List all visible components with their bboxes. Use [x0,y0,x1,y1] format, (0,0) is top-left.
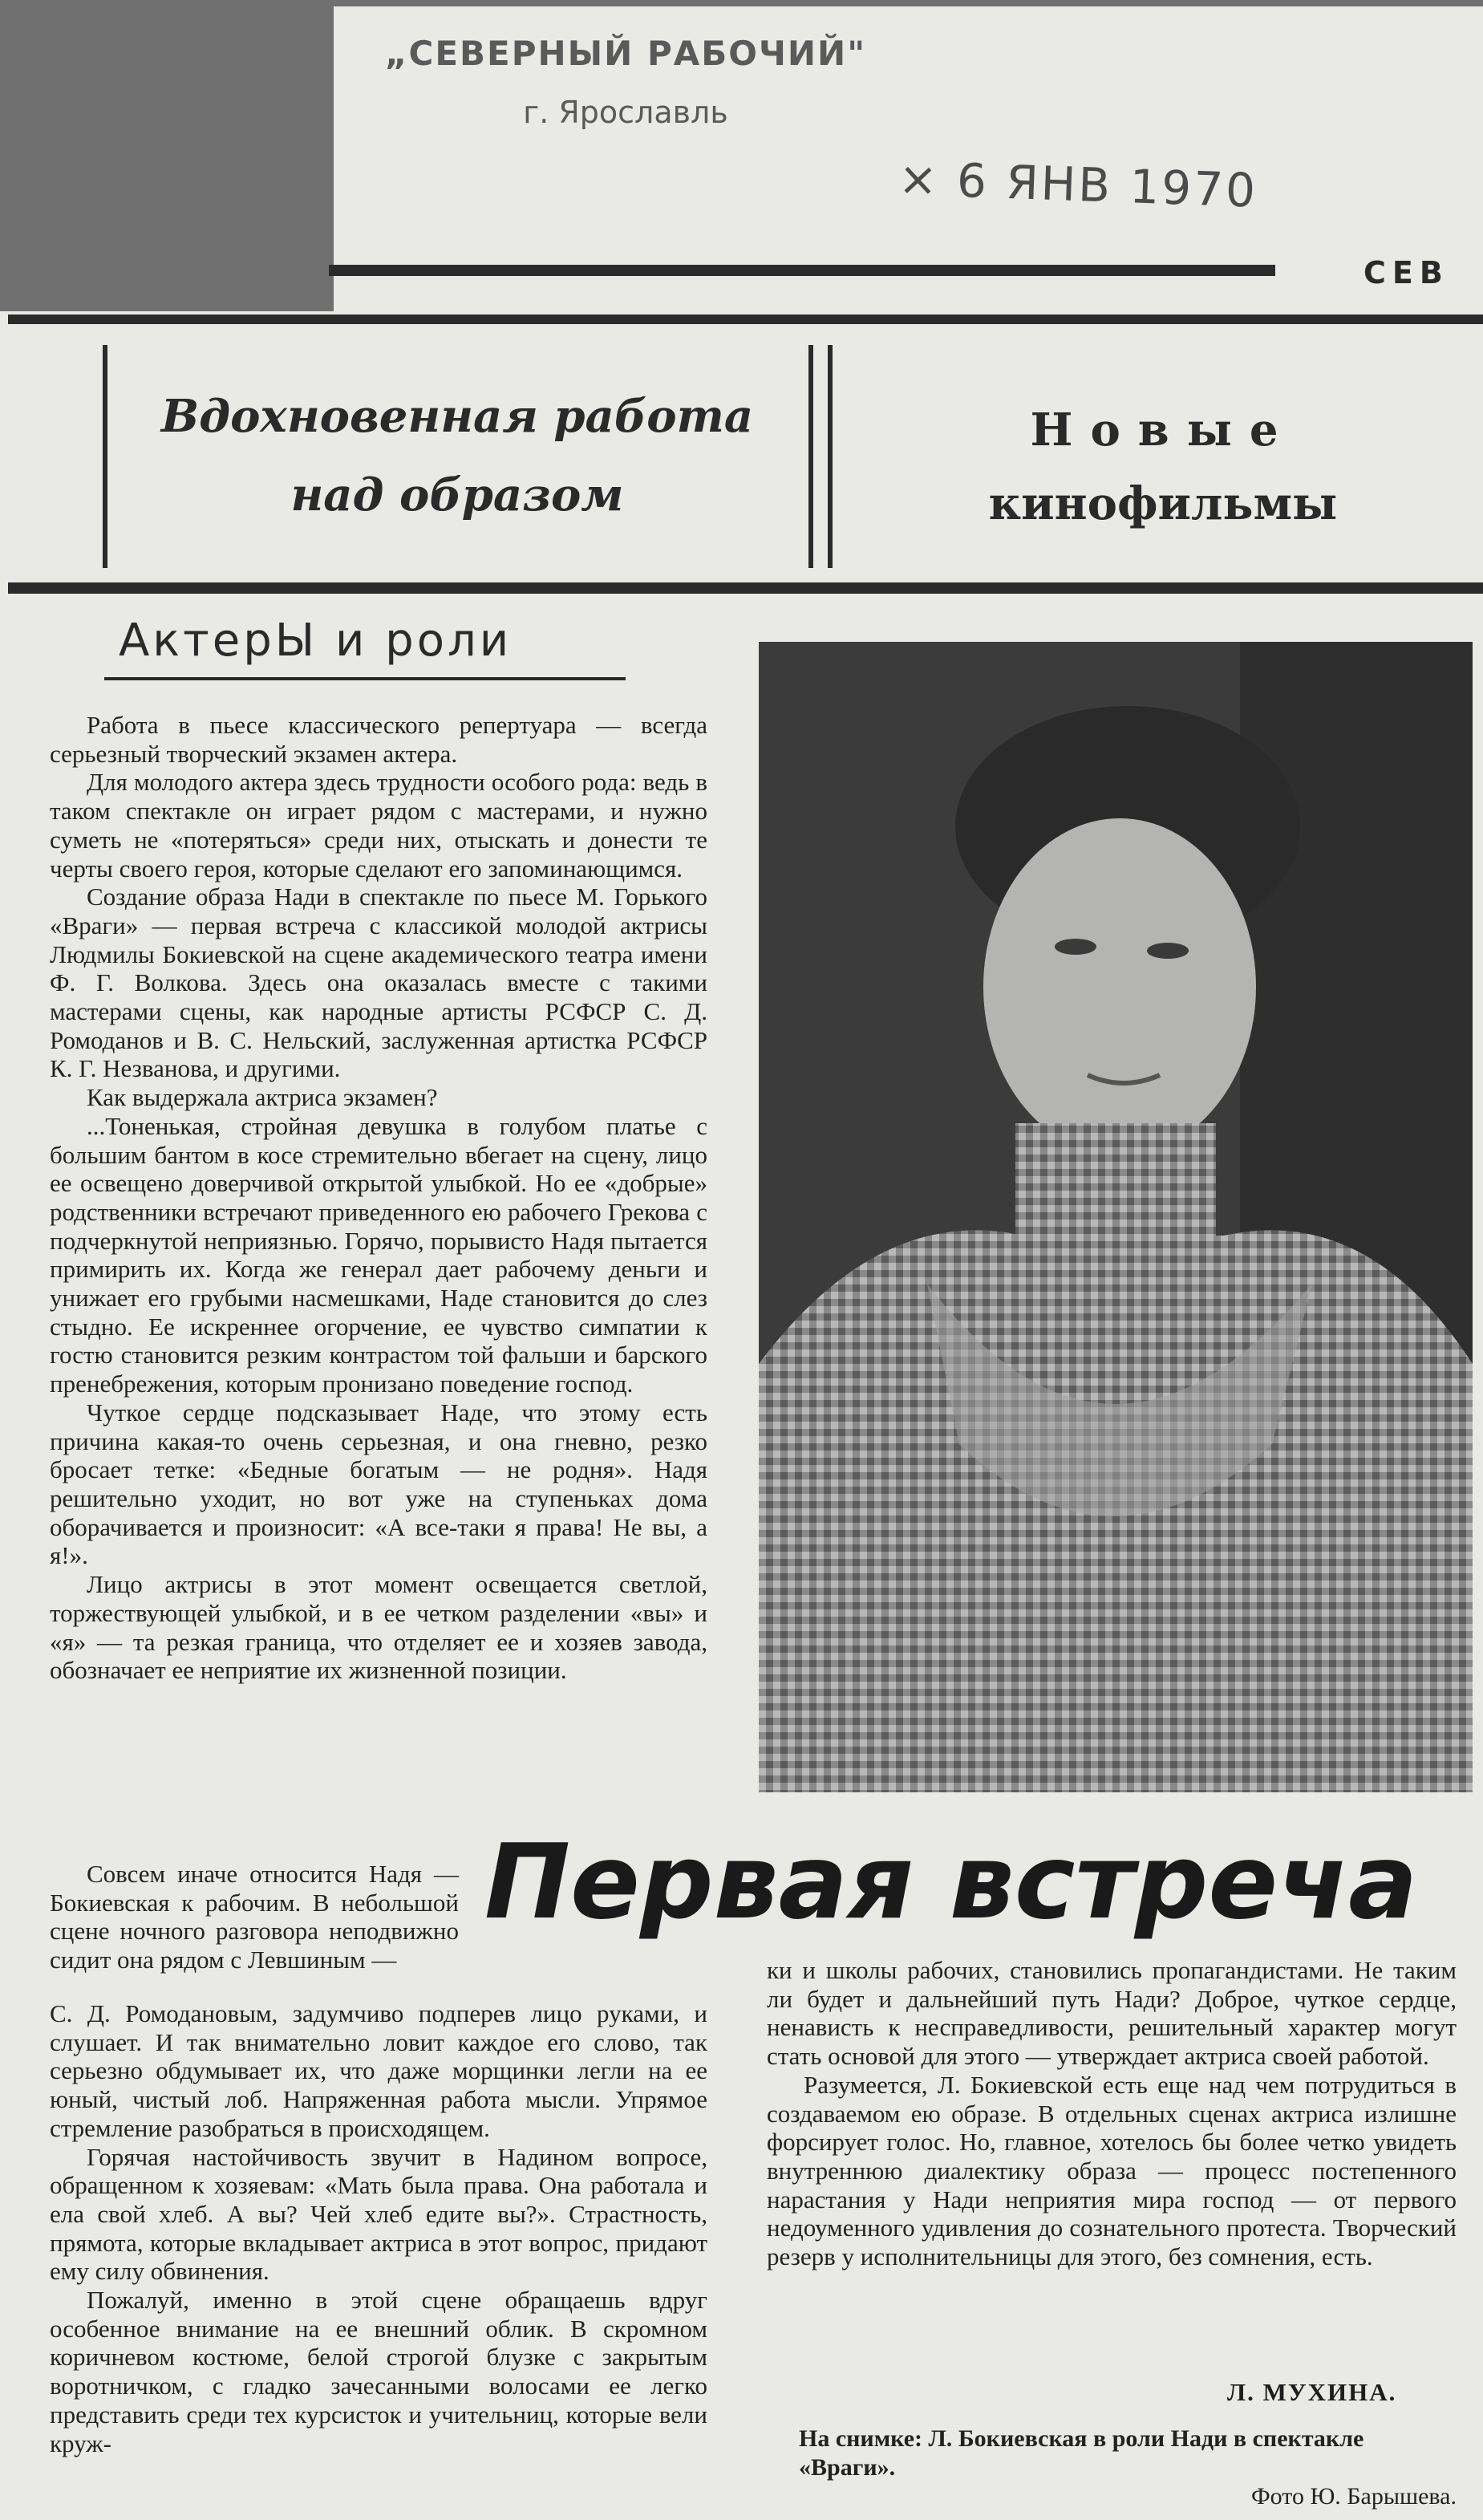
rubric-actors-and-roles: АктерЫ и роли [119,615,513,667]
paragraph: Разумеется, Л. Бокиевской есть еще над чем потрудиться в создаваемом ею образе. В отдельных сценах актриса излишне форсирует голос. Но, главное, хотелось бы более четко увидеть внутреннюю диалектику образа — процесс постепенного нарастания у Нади неприятия мира господ — от первого недоуменного удивления до сознательного протеста. Творческий резерв у исполнительницы для этого, без сомнения, есть. [767,2070,1457,2271]
paragraph: Совсем иначе относится Надя — Бокиевская к рабочим. В небольшой сцене ночного разговора неподвижно сидит она рядом с Левшиным — [50,1860,459,1974]
paragraph: ...Тоненькая, стройная девушка в голубом платье с большим бантом в косе стремительно вбегает на сцену, лицо ее освещено доверчивой открытой улыбкой. Но ее «добрые» родственники встречают приведенного ею рабочего Грекова с подчеркнутой неприязнью. Горячо, порывисто Надя пытается примирить их. Когда же генерал дает рабочему деньги и унижает его грубыми насмешками, Наде становится до слез стыдно. Ее искреннее огорчение, ее чувство симпатии к гостю становится резким контрастом той фальши и барского пренебрежения, которым пронизано поведение господ. [50,1111,707,1398]
headline-right-line1: Новые [1030,404,1296,457]
paragraph: С. Д. Ромодановым, задумчиво подперев лицо руками, и слушает. И так внимательно ловит каждое его слово, так серьезно обдумывает их, что даже морщинки легли на ее юный, чистый лоб. Напряженная работа мысли. Упрямое стремление разобраться в происходящем. [50,1999,707,2142]
caption-text: На снимке: Л. Бокиевская в роли Нади в спектакле «Враги». [799,2425,1364,2481]
paragraph: Пожалуй, именно в этой сцене обращаешь вдруг особенное внимание на ее внешний облик. В скромном коричневом костюме, белой строгой блузке с закрытым воротничком, с гладко зачесанными волосами ее легко представить среди тех курсисток и учительниц, которые вели круж- [50,2286,707,2457]
divider-mid-1 [808,345,813,568]
headline-bottom-rule [8,582,1483,594]
paragraph: Горячая настойчивость звучит в Надином вопросе, обращенном к хозяевам: «Мать была права. Она работала и ела свой хлеб. А вы? Чей хлеб едите вы?». Страстность, прямота, которые вкладывает актриса в этот вопрос, придают ему силу обвинения. [50,2142,707,2286]
headline-right-line2: кинофильмы [988,477,1338,530]
paragraph: Лицо актрисы в этот момент освещается светлой, торжествующей улыбкой, и в ее четком разделении «вы» и «я» — та резкая граница, что отделяет ее и хозяев завода, обозначает ее неприятие их жизненной позиции. [50,1570,707,1685]
paragraph: Создание образа Нади в спектакле по пьесе М. Горького «Враги» — первая встреча с классикой молодой актрисы Людмилы Бокиевской на сцене академического театра имени Ф. Г. Волкова. Здесь она оказалась вместе с такими мастерами сцены, как народные артисты РСФСР С. Д. Ромоданов и В. С. Нельский, заслуженная артистка РСФСР К. Г. Незванова, и другими. [50,883,707,1083]
article-column-2 [767,1956,1457,2271]
photo-illustration [759,642,1473,1792]
headline-left-line2: над образом [290,469,624,521]
article-column-1 [50,711,707,1685]
masthead-fragment: СЕВ [1363,255,1449,290]
photo-credit: Фото Ю. Барышева. [1250,2483,1457,2510]
headline-top-rule [8,314,1483,324]
divider-left [103,345,107,568]
stamp-city: г. Ярославль [523,95,728,130]
headline-left-line1: Вдохновенная работа [160,390,754,443]
article-column-1-continued [50,1999,707,2457]
headline-inspired-work [128,377,786,534]
paragraph: ки и школы рабочих, становились пропагандистами. Не таким ли будет и дальнейший путь Нади? Доброе, чуткое сердце, ненависть к несправедливости, решительный характер могут стать основой для этого — утверждает актриса своей работой. [767,1956,1457,2071]
archive-stamp [337,16,914,152]
paragraph: Для молодого актера здесь трудности особого рода: ведь в таком спектакле он играет рядом с мастерами, и нужно суметь не «потеряться» среди них, отыскать и донести те черты своего героя, которые сделают его запоминающимся. [50,768,707,883]
divider-mid-2 [828,345,833,568]
actress-photo [759,642,1473,1792]
author-signature: Л. МУХИНА. [1227,2378,1397,2406]
headline-new-films [850,393,1476,541]
paragraph: Работа в пьесе классического репертуара — всегда серьезный творческий экзамен актера. [50,711,707,768]
masthead-rule [329,265,1275,276]
paragraph: Чуткое сердце подсказывает Наде, что этому есть причина какая-то очень серьезная, и она гневно, резко бросает тетке: «Бедные богатым — не родня». Надя решительно уходит, но вот уже на ступеньках дома оборачивается и произносит: «А все-таки я права! Не вы, а я!». [50,1398,707,1570]
stamp-newspaper-name: „СЕВЕРНЫЙ РАБОЧИЙ" [384,34,867,73]
stamp-date: × 6 ЯНВ 1970 [897,151,1259,218]
photo-caption [799,2425,1457,2511]
article-column-narrow [50,1860,459,1974]
article-title: Первая встреча [484,1823,1418,1942]
rubric-underline [104,677,626,680]
paragraph: Как выдержала актриса экзамен? [87,1083,438,1112]
